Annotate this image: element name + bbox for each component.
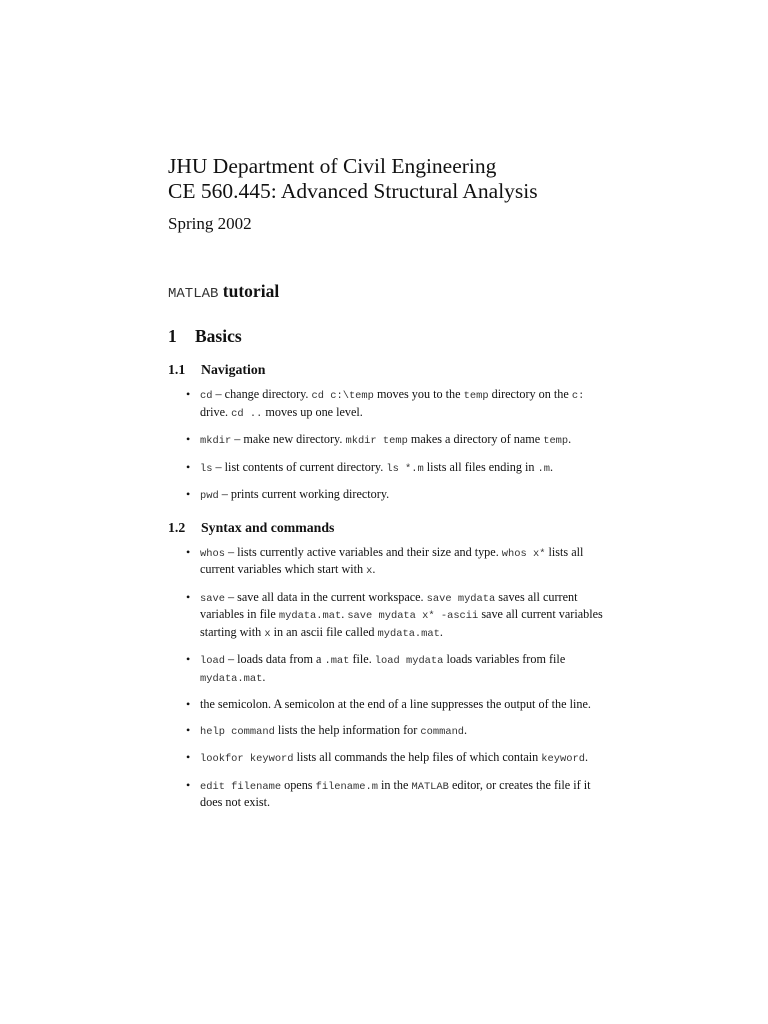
list-item (168, 590, 608, 643)
item-text: in an ascii file called (270, 624, 378, 639)
bullet-icon: • (186, 777, 191, 792)
bullet-icon: • (186, 589, 191, 604)
code-snippet: pwd (200, 490, 219, 502)
code-snippet: help command (200, 725, 275, 738)
item-text: in the (377, 777, 412, 792)
item-text: . (262, 669, 266, 684)
code-snippet: save (200, 592, 225, 605)
item-text: the semicolon. A semicolon at the end of a line suppresses the output of the line. (200, 697, 591, 711)
code-snippet: .m (537, 462, 550, 475)
subsection-number: 1.1 (168, 362, 186, 377)
list-item (168, 460, 608, 478)
list-item (168, 723, 608, 741)
code-snippet: temp (463, 390, 489, 402)
code-snippet: filename.m (315, 780, 378, 793)
item-text: – save all data in the current workspace. (224, 589, 427, 604)
item-text: saves all current variables in file (200, 589, 578, 621)
section-heading-basics (168, 325, 608, 347)
bullet-icon: • (186, 544, 191, 559)
code-snippet: edit filename (200, 780, 282, 793)
section-title: Basics (195, 326, 242, 346)
list-item (168, 697, 608, 713)
subsection-title: Navigation (201, 362, 266, 377)
code-snippet: temp (543, 435, 569, 447)
code-snippet: mkdir (200, 435, 232, 447)
code-snippet: cd c:\temp (311, 390, 374, 402)
subsection-heading-syntax (168, 519, 608, 537)
item-text: makes a directory of name (407, 432, 544, 446)
code-snippet: save mydata x* -ascii (347, 610, 479, 622)
code-snippet: whos (200, 547, 225, 560)
title-line-1: JHU Department of Civil Engineering (168, 154, 497, 178)
list-item (168, 432, 608, 450)
item-text: . (439, 624, 443, 639)
code-snippet: MATLAB (411, 780, 449, 793)
bullet-icon: • (186, 432, 191, 446)
item-text: . (568, 432, 572, 446)
code-snippet: whos x* (501, 547, 546, 560)
list-item (168, 652, 608, 687)
bullet-icon: • (186, 750, 191, 764)
subsection-number: 1.2 (168, 519, 186, 535)
code-snippet: .mat (324, 655, 350, 667)
bullet-icon: • (186, 487, 191, 501)
item-text: – list contents of current directory. (212, 459, 387, 474)
item-text: editor, or creates the file if it does not exist. (200, 777, 591, 809)
item-text: . (464, 722, 468, 737)
item-text: . (584, 750, 588, 764)
list-item (168, 778, 608, 811)
code-snippet: x (264, 627, 271, 640)
tutorial-title: tutorial (222, 281, 280, 301)
list-item (168, 387, 608, 422)
tutorial-prefix: MATLAB (168, 286, 219, 302)
item-text: – prints current working directory. (218, 487, 390, 501)
code-snippet: cd .. (231, 407, 263, 420)
list-item (168, 750, 608, 768)
item-text: . (341, 607, 348, 621)
code-snippet: command (420, 725, 465, 738)
bullet-icon: • (186, 459, 191, 474)
document-date: Spring 2002 (168, 214, 252, 233)
document-title (168, 154, 608, 204)
item-text: – change directory. (212, 387, 312, 401)
code-snippet: mydata.mat (278, 610, 342, 622)
bullet-icon: • (186, 387, 191, 401)
section-number: 1 (168, 326, 177, 346)
item-text: lists all files ending in (423, 459, 538, 474)
item-text: lists all current variables which start with (200, 544, 584, 576)
item-text: – loads data from a (224, 652, 325, 666)
item-text: opens (281, 777, 316, 792)
code-snippet: lookfor keyword (200, 753, 294, 765)
code-snippet: cd (200, 390, 213, 402)
bullet-icon: • (186, 697, 191, 711)
navigation-list (168, 387, 608, 505)
item-text: – make new directory. (231, 432, 346, 446)
code-snippet: ls (200, 462, 213, 475)
code-snippet: mydata.mat (377, 627, 440, 640)
code-snippet: mkdir temp (345, 435, 408, 447)
document-page (168, 154, 608, 821)
code-snippet: mydata.mat (200, 672, 263, 685)
tutorial-heading (168, 280, 608, 305)
code-snippet: ls *.m (386, 462, 424, 475)
code-snippet: x (366, 565, 373, 577)
syntax-list (168, 545, 608, 811)
item-text: save all current variables starting with (200, 607, 603, 639)
item-text: – lists currently active variables and their size and type. (224, 544, 502, 559)
item-text: lists all commands the help files of which contain (293, 750, 542, 764)
item-text: drive. (200, 404, 232, 419)
item-text: . (549, 459, 554, 474)
list-item (168, 487, 608, 505)
code-snippet: keyword (541, 753, 585, 765)
bullet-icon: • (186, 652, 191, 666)
title-line-2: CE 560.445: Advanced Structural Analysis (168, 179, 538, 203)
item-text: file. (349, 652, 375, 666)
item-text: moves you to the (373, 387, 464, 401)
item-text: directory on the (488, 387, 572, 401)
code-snippet: load (200, 655, 225, 667)
item-text: loads variables from file (443, 652, 566, 666)
code-snippet: load mydata (374, 655, 444, 667)
list-item (168, 545, 608, 580)
item-text: . (372, 562, 376, 576)
item-text: moves up one level. (262, 404, 363, 419)
subsection-heading-navigation (168, 361, 608, 379)
item-text: lists the help information for (274, 722, 421, 737)
code-snippet: save mydata (426, 592, 496, 605)
subsection-title: Syntax and commands (201, 519, 335, 535)
bullet-icon: • (186, 722, 191, 737)
code-snippet: c: (571, 390, 585, 402)
